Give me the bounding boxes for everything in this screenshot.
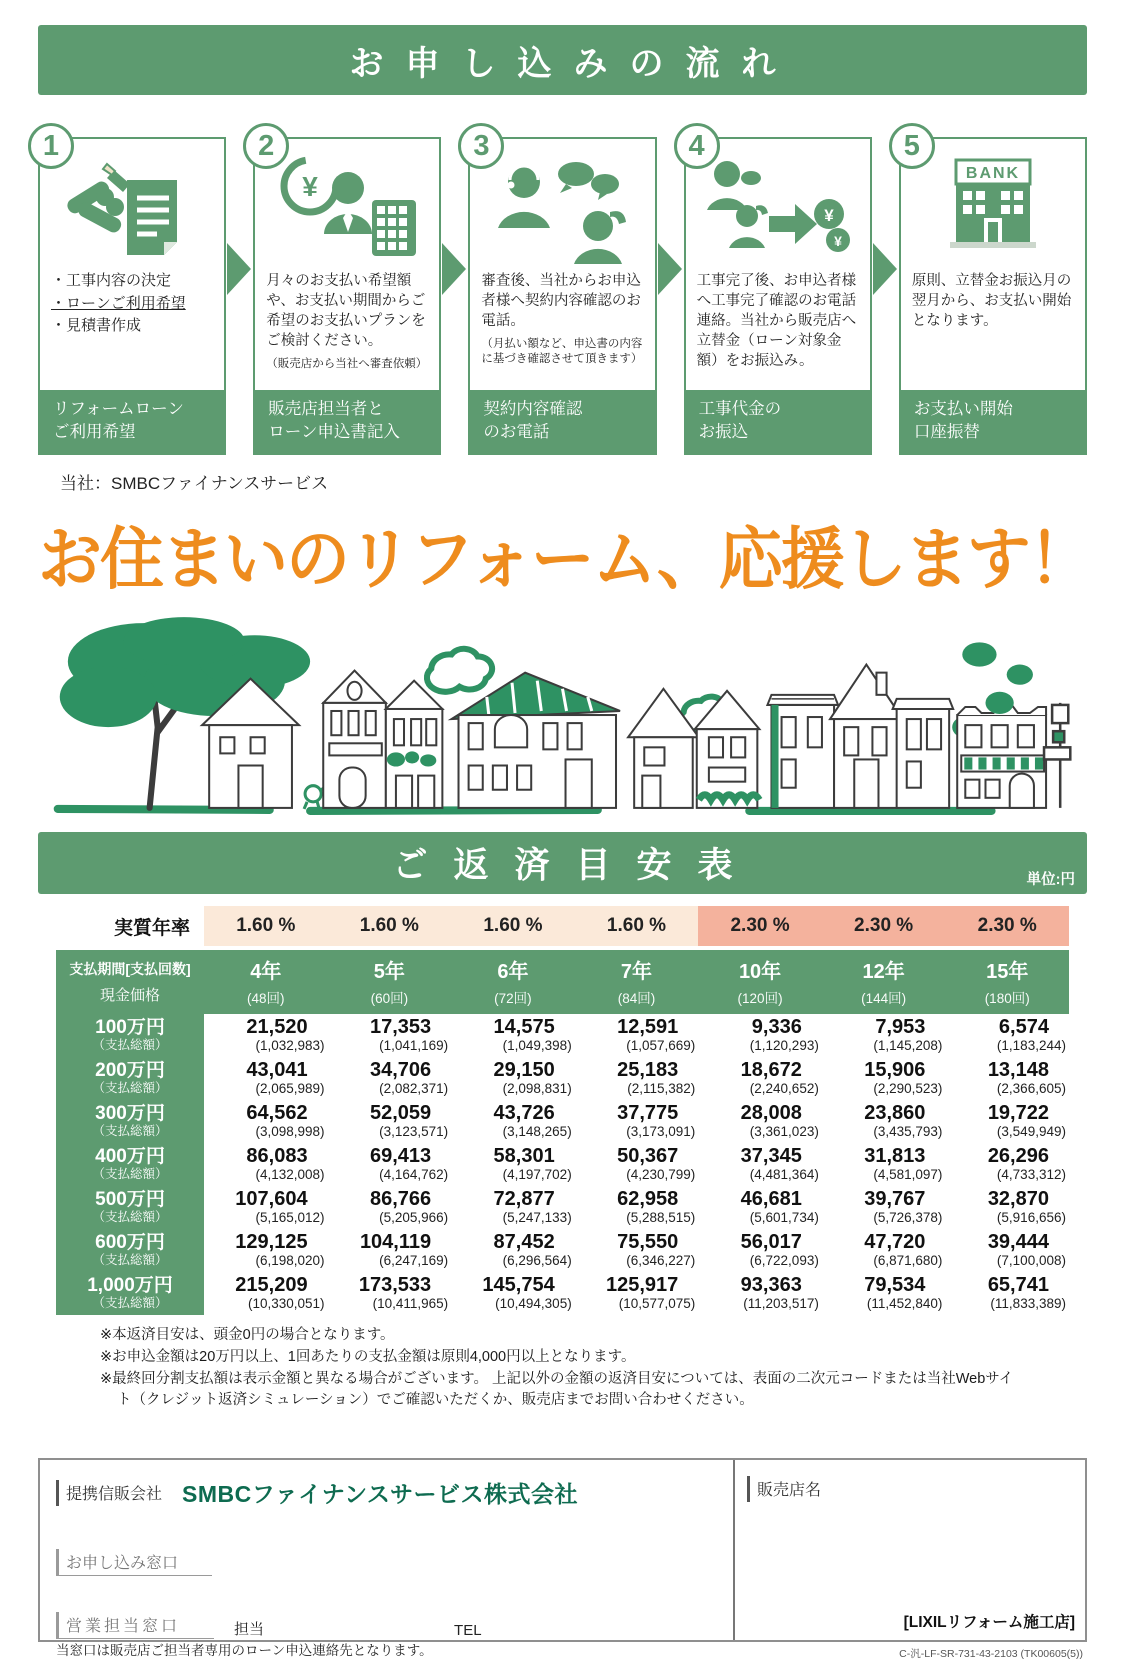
svg-text:¥: ¥ bbox=[833, 233, 842, 249]
payment-cell bbox=[698, 1057, 822, 1100]
note-line: ※お申込金額は20万円以上、1回あたりの支払金額は原則4,000円以上となります。 bbox=[100, 1348, 636, 1365]
period-cell bbox=[328, 950, 452, 1014]
table-row bbox=[56, 1272, 1069, 1315]
total-payment: (3,148,265) bbox=[502, 1124, 572, 1140]
period-row bbox=[56, 950, 1069, 1014]
monthly-payment: 64,562 bbox=[246, 1102, 308, 1125]
monthly-payment: 25,183 bbox=[617, 1059, 679, 1082]
step-number-badge: 1 bbox=[28, 123, 74, 169]
period-count: (48回) bbox=[247, 991, 285, 1006]
payment-cell bbox=[822, 1229, 946, 1272]
monthly-payment: 43,041 bbox=[246, 1059, 308, 1082]
payment-cell bbox=[822, 1272, 946, 1315]
monthly-payment: 29,150 bbox=[493, 1059, 555, 1082]
application-desk-label: お申し込み窓口 bbox=[56, 1549, 212, 1576]
monthly-payment: 215,209 bbox=[235, 1274, 308, 1297]
person-in-charge-label: 担当 bbox=[234, 1621, 265, 1638]
total-payment: (1,032,983) bbox=[255, 1038, 325, 1054]
subtotal-label: （支払総額） bbox=[92, 1253, 168, 1268]
table-row bbox=[56, 1057, 1069, 1100]
step-bullet: ・工事内容の決定 bbox=[51, 272, 172, 289]
monthly-payment: 9,336 bbox=[751, 1016, 802, 1039]
total-payment: (3,098,998) bbox=[255, 1124, 325, 1140]
payment-cell bbox=[575, 1229, 699, 1272]
total-payment: (6,198,020) bbox=[255, 1253, 325, 1269]
total-payment: (3,173,091) bbox=[626, 1124, 696, 1140]
monthly-payment: 86,083 bbox=[246, 1145, 308, 1168]
loan-amount: 100万円 bbox=[95, 1016, 165, 1038]
rate-value: 2.30 % bbox=[698, 906, 822, 946]
period-years: 12年 bbox=[862, 961, 905, 983]
loan-amount: 1,000万円 bbox=[87, 1274, 173, 1296]
total-payment: (3,123,571) bbox=[379, 1124, 449, 1140]
headline: お住まいのリフォーム、応援します！ bbox=[38, 521, 1091, 598]
total-payment: (5,205,966) bbox=[379, 1210, 449, 1226]
step-3-footer: 契約内容確認 のお電話 bbox=[470, 390, 654, 453]
subtotal-label: （支払総額） bbox=[92, 1167, 168, 1182]
payment-cell bbox=[945, 1272, 1069, 1315]
payment-cell bbox=[328, 1014, 452, 1057]
payment-cell bbox=[451, 1057, 575, 1100]
subtotal-label: （支払総額） bbox=[92, 1124, 168, 1139]
rate-value: 1.60 % bbox=[204, 906, 328, 946]
table-row bbox=[56, 1229, 1069, 1272]
payment-cell bbox=[204, 1014, 328, 1057]
monthly-payment: 21,520 bbox=[246, 1016, 308, 1039]
monthly-payment: 13,148 bbox=[987, 1059, 1049, 1082]
step-1-text bbox=[40, 267, 224, 339]
total-payment: (1,049,398) bbox=[502, 1038, 572, 1054]
table-notes bbox=[100, 1325, 1020, 1412]
payment-cell bbox=[945, 1100, 1069, 1143]
loan-amount: 200万円 bbox=[95, 1059, 165, 1081]
payment-cell bbox=[698, 1272, 822, 1315]
tel-label: TEL bbox=[454, 1622, 482, 1639]
lixil-store-label: [LIXILリフォーム施工店] bbox=[903, 1614, 1075, 1631]
total-payment: (6,871,680) bbox=[873, 1253, 943, 1269]
amount-label bbox=[56, 1186, 204, 1229]
step-bullet: ・ローンご利用希望 bbox=[51, 294, 186, 312]
amount-label bbox=[56, 1272, 204, 1315]
unit-label: 単位:円 bbox=[1026, 872, 1075, 888]
flow-arrow-icon bbox=[872, 125, 899, 455]
monthly-payment: 28,008 bbox=[740, 1102, 802, 1125]
total-payment: (2,082,371) bbox=[379, 1081, 449, 1097]
monthly-payment: 47,720 bbox=[864, 1231, 926, 1254]
monthly-payment: 26,296 bbox=[987, 1145, 1049, 1168]
step-5 bbox=[899, 130, 1087, 455]
step-4-text: 工事完了後、お申込者様へ工事完了確認のお電話連絡。当社から販売店へ立替金（ローン対象金額）をお振込み。 bbox=[696, 273, 857, 369]
total-payment: (2,240,652) bbox=[749, 1081, 819, 1097]
monthly-payment: 65,741 bbox=[987, 1274, 1049, 1297]
payment-cell bbox=[575, 1272, 699, 1315]
step-5-footer: お支払い開始 口座振替 bbox=[901, 390, 1085, 453]
total-payment: (11,203,517) bbox=[743, 1296, 819, 1312]
amount-label bbox=[56, 1057, 204, 1100]
annual-rate-label: 実質年率 bbox=[113, 917, 190, 939]
payment-cell bbox=[698, 1229, 822, 1272]
dealer-info-left bbox=[40, 1460, 733, 1658]
rate-row bbox=[56, 906, 1069, 946]
payment-cell bbox=[575, 1057, 699, 1100]
period-cell bbox=[204, 950, 328, 1014]
table-row bbox=[56, 1014, 1069, 1057]
period-cell bbox=[822, 950, 946, 1014]
period-header-label bbox=[56, 950, 204, 1014]
amount-label bbox=[56, 1143, 204, 1186]
payment-cell bbox=[451, 1272, 575, 1315]
period-years: 5年 bbox=[373, 961, 405, 983]
total-payment: (10,494,305) bbox=[495, 1296, 572, 1312]
payment-cell bbox=[575, 1143, 699, 1186]
monthly-payment: 34,706 bbox=[369, 1059, 432, 1082]
payment-cell bbox=[575, 1100, 699, 1143]
total-payment: (5,165,012) bbox=[255, 1210, 325, 1226]
total-payment: (2,115,382) bbox=[627, 1081, 696, 1097]
payment-cell bbox=[204, 1272, 328, 1315]
period-cell bbox=[451, 950, 575, 1014]
total-payment: (10,577,075) bbox=[618, 1296, 696, 1312]
shop-name-label: 販売店名 bbox=[747, 1476, 825, 1502]
payment-cell bbox=[451, 1014, 575, 1057]
total-payment: (1,183,244) bbox=[996, 1038, 1066, 1054]
payment-cell bbox=[328, 1186, 452, 1229]
total-payment: (1,145,208) bbox=[873, 1038, 943, 1054]
monthly-payment: 46,681 bbox=[740, 1188, 802, 1211]
payment-cell bbox=[575, 1014, 699, 1057]
monthly-payment: 14,575 bbox=[493, 1016, 555, 1039]
step-4-footer: 工事代金の お振込 bbox=[686, 390, 870, 453]
payment-cell bbox=[204, 1229, 328, 1272]
svg-text:¥: ¥ bbox=[302, 171, 319, 202]
payment-cell bbox=[945, 1014, 1069, 1057]
total-payment: (5,601,734) bbox=[749, 1210, 819, 1226]
period-years: 4年 bbox=[250, 961, 282, 983]
step-number-badge: 4 bbox=[674, 123, 720, 169]
step-2 bbox=[253, 130, 441, 455]
total-payment: (2,290,523) bbox=[873, 1081, 943, 1097]
flyer-page bbox=[0, 25, 1125, 1660]
document-code: C-汎-LF-SR-731-43-2103 (TK00605(5)) bbox=[899, 1648, 1083, 1660]
total-payment: (4,132,008) bbox=[255, 1167, 325, 1183]
monthly-payment: 32,870 bbox=[987, 1188, 1049, 1211]
total-payment: (6,722,093) bbox=[749, 1253, 819, 1269]
loan-amount: 300万円 bbox=[95, 1102, 165, 1124]
payment-cell bbox=[945, 1229, 1069, 1272]
period-count: (60回) bbox=[370, 991, 409, 1006]
payment-cell bbox=[698, 1143, 822, 1186]
table-row bbox=[56, 1143, 1069, 1186]
total-payment: (11,452,840) bbox=[866, 1296, 943, 1312]
houses-illustration bbox=[38, 606, 1087, 818]
step-3 bbox=[468, 130, 656, 455]
period-years: 10年 bbox=[738, 961, 782, 983]
total-payment: (11,833,389) bbox=[990, 1296, 1066, 1312]
period-cell bbox=[575, 950, 699, 1014]
payment-cell bbox=[822, 1186, 946, 1229]
sales-desk-label: 営業担当窓口 bbox=[56, 1612, 214, 1639]
monthly-payment: 145,754 bbox=[482, 1274, 555, 1297]
payment-cell bbox=[945, 1186, 1069, 1229]
flow-arrow-icon bbox=[657, 125, 684, 455]
monthly-payment: 15,906 bbox=[864, 1059, 926, 1082]
partner-company-name: SMBCファイナンスサービス株式会社 bbox=[182, 1481, 578, 1507]
payment-cell bbox=[451, 1100, 575, 1143]
payment-cell bbox=[328, 1272, 452, 1315]
total-payment: (6,296,564) bbox=[502, 1253, 572, 1269]
step-1 bbox=[38, 130, 226, 455]
payment-cell bbox=[822, 1057, 946, 1100]
repayment-title: ご返済目安表 bbox=[392, 846, 759, 885]
monthly-payment: 7,953 bbox=[875, 1016, 926, 1039]
total-payment: (5,247,133) bbox=[502, 1210, 572, 1226]
period-years: 7年 bbox=[620, 961, 653, 983]
total-payment: (6,247,169) bbox=[379, 1253, 449, 1269]
total-payment: (4,197,702) bbox=[502, 1167, 572, 1183]
period-years: 15年 bbox=[986, 961, 1029, 983]
payment-cell bbox=[945, 1057, 1069, 1100]
monthly-payment: 86,766 bbox=[369, 1188, 432, 1211]
total-payment: (1,041,169) bbox=[379, 1038, 449, 1054]
flow-arrow-icon bbox=[441, 125, 468, 455]
monthly-payment: 39,767 bbox=[864, 1188, 926, 1211]
monthly-payment: 93,363 bbox=[740, 1274, 802, 1297]
table-body bbox=[56, 1014, 1069, 1315]
total-payment: (5,916,656) bbox=[996, 1210, 1066, 1226]
table-row bbox=[56, 1100, 1069, 1143]
total-payment: (10,330,051) bbox=[248, 1296, 325, 1312]
monthly-payment: 129,125 bbox=[235, 1231, 308, 1254]
total-payment: (2,098,831) bbox=[502, 1081, 572, 1097]
repayment-table bbox=[56, 906, 1069, 1315]
total-payment: (3,435,793) bbox=[873, 1124, 943, 1140]
total-payment: (4,581,097) bbox=[873, 1167, 943, 1183]
rate-value: 2.30 % bbox=[822, 906, 946, 946]
step-2-footer: 販売店担当者と ローン申込書記入 bbox=[255, 390, 439, 453]
period-count: (72回) bbox=[494, 991, 532, 1006]
payment-cell bbox=[945, 1143, 1069, 1186]
monthly-payment: 75,550 bbox=[617, 1231, 679, 1254]
monthly-payment: 56,017 bbox=[740, 1231, 802, 1254]
application-flow-title: お申し込みの流れ bbox=[38, 25, 1087, 95]
total-payment: (1,057,669) bbox=[626, 1038, 696, 1054]
monthly-payment: 50,367 bbox=[617, 1145, 679, 1168]
monthly-payment: 173,533 bbox=[358, 1274, 432, 1297]
payment-cell bbox=[204, 1057, 328, 1100]
monthly-payment: 62,958 bbox=[617, 1188, 679, 1211]
payment-cell bbox=[328, 1229, 452, 1272]
monthly-payment: 52,059 bbox=[369, 1102, 432, 1125]
monthly-payment: 43,726 bbox=[493, 1102, 555, 1125]
payment-cell bbox=[204, 1143, 328, 1186]
monthly-payment: 37,775 bbox=[617, 1102, 679, 1125]
total-payment: (2,366,605) bbox=[996, 1081, 1066, 1097]
svg-text:¥: ¥ bbox=[823, 206, 834, 225]
subtotal-label: （支払総額） bbox=[92, 1210, 168, 1225]
note-line: ※本返済目安は、頭金0円の場合となります。 bbox=[100, 1327, 395, 1343]
company-line: 当社：SMBCファイナンスサービス bbox=[60, 474, 329, 493]
monthly-payment: 37,345 bbox=[740, 1145, 802, 1168]
payment-cell bbox=[451, 1229, 575, 1272]
subtotal-label: （支払総額） bbox=[92, 1296, 168, 1311]
total-payment: (2,065,989) bbox=[255, 1081, 325, 1097]
total-payment: (5,726,378) bbox=[873, 1210, 943, 1226]
svg-text:BANK: BANK bbox=[965, 165, 1021, 182]
loan-amount: 500万円 bbox=[95, 1188, 165, 1210]
step-3-text: 審査後、当社からお申込者様へ契約内容確認のお電話。 bbox=[481, 273, 641, 329]
payment-cell bbox=[328, 1100, 452, 1143]
payment-cell bbox=[698, 1014, 822, 1057]
total-payment: (4,481,364) bbox=[749, 1167, 819, 1183]
amount-label bbox=[56, 1100, 204, 1143]
loan-amount: 400万円 bbox=[95, 1145, 165, 1167]
period-cell bbox=[698, 950, 822, 1014]
rate-value: 1.60 % bbox=[575, 906, 699, 946]
partner-company-label: 提携信販会社 bbox=[56, 1480, 166, 1506]
monthly-payment: 18,672 bbox=[740, 1059, 802, 1082]
step-3-note: （月払い額など、申込書の内容に基づき確認させて頂きます） bbox=[481, 338, 643, 365]
step-2-text: 月々のお支払い希望額や、お支払い期間からご希望のお支払いプランをご検討ください。 bbox=[266, 273, 426, 349]
subtotal-label: （支払総額） bbox=[92, 1038, 168, 1053]
monthly-payment: 23,860 bbox=[864, 1102, 926, 1125]
total-payment: (3,549,949) bbox=[996, 1124, 1066, 1140]
cash-price-label: 現金価格 bbox=[99, 987, 160, 1004]
total-payment: (6,346,227) bbox=[626, 1253, 696, 1269]
monthly-payment: 125,917 bbox=[605, 1274, 679, 1297]
step-number-badge: 2 bbox=[243, 123, 289, 169]
monthly-payment: 87,452 bbox=[493, 1231, 555, 1254]
period-cell bbox=[945, 950, 1069, 1014]
total-payment: (1,120,293) bbox=[749, 1038, 819, 1054]
monthly-payment: 19,722 bbox=[987, 1102, 1049, 1125]
monthly-payment: 6,574 bbox=[998, 1016, 1049, 1039]
total-payment: (7,100,008) bbox=[996, 1253, 1066, 1269]
total-payment: (10,411,965) bbox=[372, 1296, 449, 1312]
total-payment: (4,733,312) bbox=[996, 1167, 1066, 1183]
payment-cell bbox=[451, 1143, 575, 1186]
period-count: (120回) bbox=[737, 991, 783, 1006]
monthly-payment: 104,119 bbox=[359, 1231, 432, 1254]
rate-value: 2.30 % bbox=[945, 906, 1069, 946]
loan-amount: 600万円 bbox=[95, 1231, 165, 1253]
payment-cell bbox=[822, 1014, 946, 1057]
flow-arrow-icon bbox=[226, 125, 253, 455]
payment-cell bbox=[204, 1186, 328, 1229]
repayment-table-title-bar bbox=[38, 832, 1087, 894]
rate-value: 1.60 % bbox=[451, 906, 575, 946]
total-payment: (4,230,799) bbox=[626, 1167, 696, 1183]
step-4 bbox=[684, 130, 872, 455]
total-payment: (4,164,762) bbox=[379, 1167, 449, 1183]
step-number-badge: 3 bbox=[458, 123, 504, 169]
step-number-badge: 5 bbox=[889, 123, 935, 169]
note-line: ※最終回分割支払額は表示金額と異なる場合がございます。 上記以外の金額の返済目安については、表面の二次元コードまたは当社Webサイト（クレジット返済シミュレーション）でご確認いただくか、販売店までお問い合わせください。 bbox=[100, 1370, 1014, 1409]
period-count: (180回) bbox=[984, 991, 1030, 1006]
payment-cell bbox=[698, 1186, 822, 1229]
desk-note: 当窓口は販売店ご担当者専用のローン申込連絡先となります。 bbox=[56, 1643, 433, 1658]
payment-cell bbox=[575, 1186, 699, 1229]
period-count: (84回) bbox=[617, 991, 656, 1006]
monthly-payment: 17,353 bbox=[369, 1016, 432, 1039]
step-1-footer: リフォームローン ご利用希望 bbox=[40, 390, 224, 453]
payment-cell bbox=[698, 1100, 822, 1143]
payment-cell bbox=[204, 1100, 328, 1143]
monthly-payment: 39,444 bbox=[987, 1231, 1049, 1254]
rate-value: 1.60 % bbox=[328, 906, 452, 946]
payment-cell bbox=[451, 1186, 575, 1229]
monthly-payment: 58,301 bbox=[493, 1145, 555, 1168]
total-payment: (5,288,515) bbox=[626, 1210, 696, 1226]
payment-cell bbox=[328, 1143, 452, 1186]
step-2-note: （販売店から当社へ審査依頼） bbox=[266, 358, 428, 370]
monthly-payment: 12,591 bbox=[617, 1016, 679, 1039]
application-steps bbox=[38, 125, 1087, 455]
period-label-text: 支払期間[支払回数] bbox=[69, 961, 191, 977]
monthly-payment: 107,604 bbox=[235, 1188, 308, 1211]
amount-label bbox=[56, 1014, 204, 1057]
monthly-payment: 69,413 bbox=[369, 1145, 432, 1168]
monthly-payment: 72,877 bbox=[493, 1188, 555, 1211]
payment-cell bbox=[822, 1100, 946, 1143]
period-years: 6年 bbox=[497, 961, 529, 983]
dealer-info-right bbox=[733, 1460, 1085, 1640]
payment-cell bbox=[328, 1057, 452, 1100]
monthly-payment: 79,534 bbox=[864, 1274, 926, 1297]
subtotal-label: （支払総額） bbox=[92, 1081, 168, 1096]
step-bullet: ・見積書作成 bbox=[51, 317, 142, 335]
period-count: (144回) bbox=[861, 991, 907, 1006]
table-row bbox=[56, 1186, 1069, 1229]
step-5-text: 原則、立替金お振込月の翌月から、お支払い開始となります。 bbox=[911, 273, 1072, 329]
amount-label bbox=[56, 1229, 204, 1272]
payment-cell bbox=[822, 1143, 946, 1186]
total-payment: (3,361,023) bbox=[749, 1124, 819, 1140]
monthly-payment: 31,813 bbox=[864, 1145, 926, 1168]
